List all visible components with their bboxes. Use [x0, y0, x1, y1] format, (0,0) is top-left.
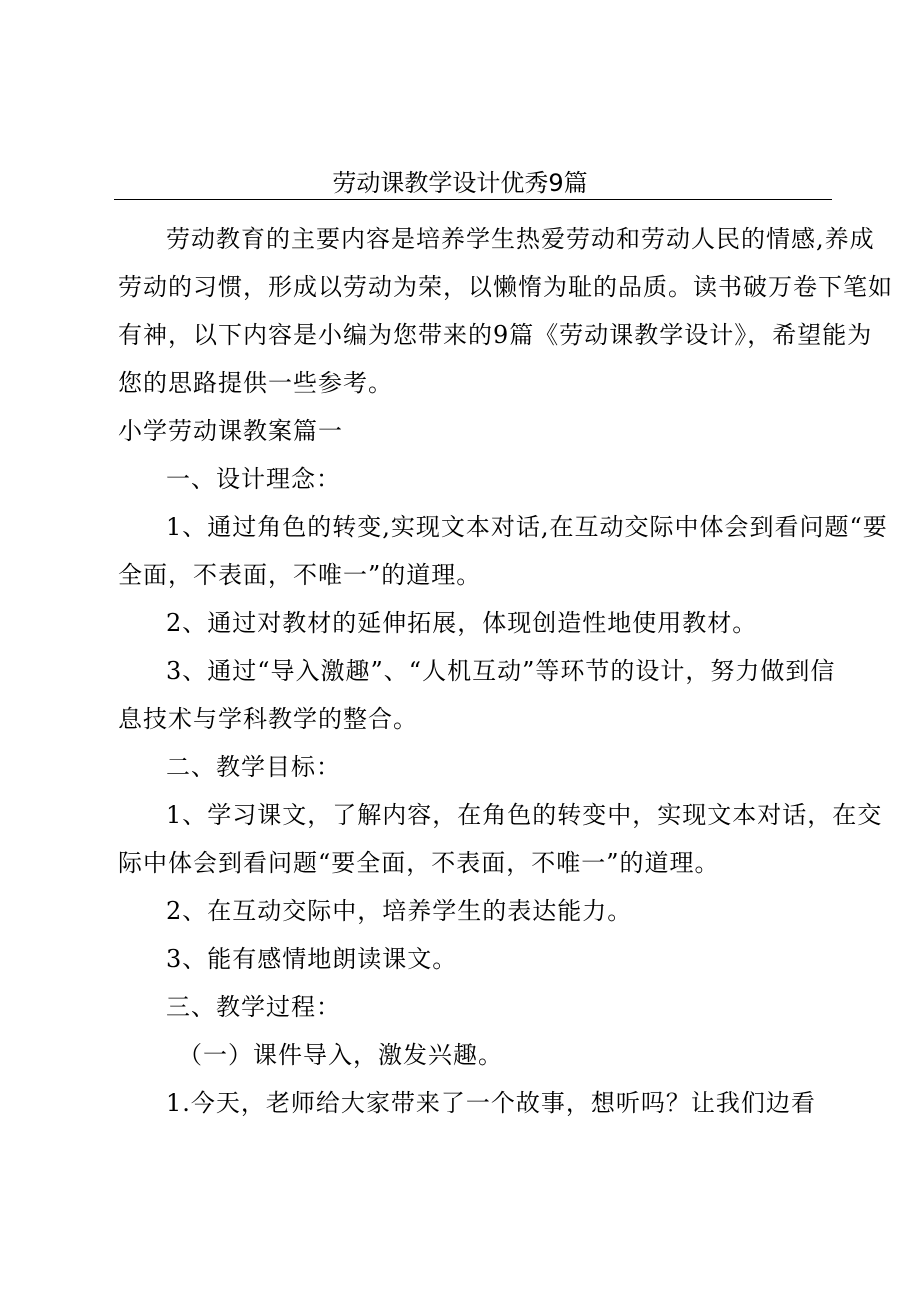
part1-item1-line1: 1、通过角色的转变,实现文本对话,在互动交际中体会到看问题“要	[166, 513, 888, 541]
part2-heading: 二、教学目标：	[166, 753, 341, 781]
part2-item2: 2、在互动交际中，培养学生的表达能力。	[166, 897, 633, 925]
part3-heading: 三、教学过程：	[166, 993, 341, 1021]
part3-sub1: （一）课件导入，激发兴趣。	[178, 1041, 503, 1069]
part3-step1: 1.今天，老师给大家带来了一个故事，想听吗？让我们边看	[166, 1089, 816, 1117]
section-heading: 小学劳动课教案篇一	[118, 417, 343, 445]
intro-line-2: 劳动的习惯，形成以劳动为荣，以懒惰为耻的品质。读书破万卷下笔如	[118, 273, 893, 301]
part1-item3-line1: 3、通过“导入激趣”、“人机互动”等环节的设计，努力做到信	[166, 657, 836, 685]
part2-item1-line2: 际中体会到看问题“要全面，不表面，不唯一”的道理。	[118, 849, 720, 877]
intro-line-4: 您的思路提供一些参考。	[118, 369, 393, 397]
title-underline	[114, 199, 832, 200]
part2-item3: 3、能有感情地朗读课文。	[166, 945, 458, 973]
intro-line-1: 劳动教育的主要内容是培养学生热爱劳动和劳动人民的情感,养成	[166, 225, 875, 253]
part1-heading: 一、设计理念：	[166, 465, 341, 493]
part2-item1-line1: 1、学习课文，了解内容，在角色的转变中，实现文本对话，在交	[166, 801, 883, 829]
part1-item1-line2: 全面，不表面，不唯一”的道理。	[118, 561, 482, 589]
page-title: 劳动课教学设计优秀9篇	[332, 169, 588, 197]
part1-item2: 2、通过对教材的延伸拓展，体现创造性地使用教材。	[166, 609, 758, 637]
intro-line-3: 有神，以下内容是小编为您带来的9篇《劳动课教学设计》，希望能为	[118, 321, 873, 349]
part1-item3-line2: 息技术与学科教学的整合。	[118, 705, 418, 733]
